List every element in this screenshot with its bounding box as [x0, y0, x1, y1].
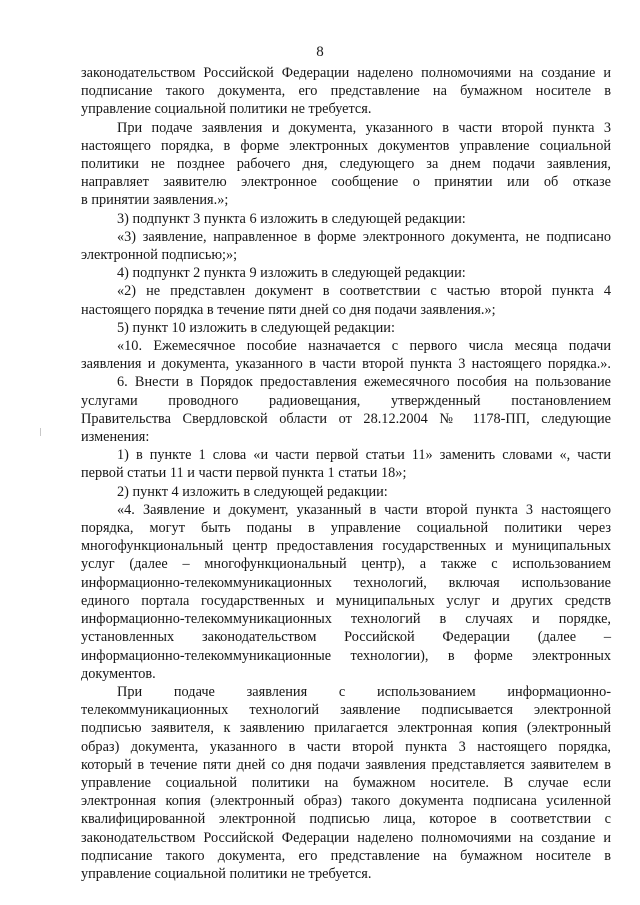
text-line: настоящего порядка в течение пяти дней со дня подачи заявления.»;	[81, 301, 496, 318]
text-line: порядка, могут быть поданы в управление социальной политики через	[81, 520, 611, 537]
text-line: «3) заявление, направленное в форме электронного документа, не подписано	[117, 228, 611, 245]
text-line: установленных законодательством Российской Федерации (далее –	[81, 629, 611, 646]
text-line: 2) пункт 4 изложить в следующей редакции:	[117, 483, 388, 500]
text-line: подписание такого документа, его представление на бумажном носителе в	[81, 83, 611, 100]
text-line: 4) подпункт 2 пункта 9 изложить в следующей редакции:	[117, 265, 466, 282]
text-line: изменения:	[81, 429, 150, 446]
text-line: образ) документа, указанного в части второй пункта 3 настоящего порядка,	[81, 738, 611, 755]
text-line: «10. Ежемесячное пособие назначается с первого числа месяца подачи	[117, 338, 611, 355]
text-line: который в течение пяти дней со дня подачи заявления представляется заявителем в	[81, 756, 611, 773]
text-line: единого портала государственных и муниципальных услуг и других средств	[81, 592, 611, 609]
text-line: управление социальной политики на бумажном носителе. В случае если	[81, 774, 611, 791]
text-line: подписание такого документа, его представление на бумажном носителе в	[81, 847, 611, 864]
text-line: политики не позднее рабочего дня, следующего за днем подачи заявления,	[81, 156, 611, 173]
text-line: законодательством Российской Федерации наделено полномочиями на создание и	[81, 65, 611, 81]
text-line: информационно-телекоммуникационных технологий в случаях и порядке,	[81, 611, 611, 628]
text-line: электронная копия (электронный образ) такого документа подписана усиленной	[81, 793, 611, 810]
text-line: Правительства Свердловской области от 28.12.2004 № 1178-ПП, следующие	[81, 410, 611, 427]
text-line: электронной подписью;»;	[81, 247, 238, 264]
text-line: услугами проводного радиовещания, утвержденный постановлением	[81, 392, 611, 409]
text-line: информационно-телекоммуникационных технологий, включая использование	[81, 574, 611, 591]
page-number: 8	[316, 44, 324, 60]
document-body	[81, 64, 611, 883]
text-line: направляет заявителю электронное сообщение о принятии или об отказе	[81, 174, 611, 191]
text-line: документов.	[81, 665, 156, 682]
text-line: «4. Заявление и документ, указанный в части второй пункта 3 настоящего	[117, 501, 611, 518]
text-line: первой статьи 11 и части первой пункта 1 статьи 18»;	[81, 465, 407, 482]
text-line: в принятии заявления.»;	[81, 192, 229, 209]
text-line: услуг (далее – многофункциональный центр), а также с использованием	[81, 556, 611, 573]
text-line: управление социальной политики не требуется.	[81, 865, 372, 882]
text-line: информационно-телекоммуникационные технологии), в форме электронных	[81, 647, 611, 664]
text-line: 5) пункт 10 изложить в следующей редакции:	[117, 319, 395, 336]
text-line: 6. Внести в Порядок предоставления ежемесячного пособия на пользование	[117, 374, 611, 391]
text-line: квалифицированной электронной подписью лица, которое в соответствии с	[81, 811, 611, 828]
text-line: телекоммуникационных технологий заявление подписывается электронной	[81, 702, 611, 719]
text-line: 1) в пункте 1 слова «и части первой статьи 11» заменить словами «, части	[117, 447, 611, 464]
scan-margin-mark	[40, 428, 41, 436]
text-line: заявления и документа, указанного в части второй пункта 3 настоящего порядка.».	[81, 356, 611, 373]
text-line: многофункциональный центр предоставления государственных и муниципальных	[81, 538, 611, 555]
text-line: законодательством Российской Федерации наделено полномочиями на создание и	[81, 829, 611, 846]
text-line: 3) подпункт 3 пункта 6 изложить в следующей редакции:	[117, 210, 466, 227]
text-line: При подаче заявления и документа, указанного в части второй пункта 3	[117, 119, 611, 136]
text-line: настоящего порядка, в форме электронных документов управление социальной	[81, 137, 611, 154]
text-line: При подаче заявления с использованием информационно-	[117, 683, 611, 700]
text-line: «2) не представлен документ в соответствии с частью второй пункта 4	[117, 283, 611, 300]
text-line: управление социальной политики не требуется.	[81, 101, 372, 118]
text-line: подписью заявителя, к заявлению прилагается электронная копия (электронный	[81, 720, 611, 737]
